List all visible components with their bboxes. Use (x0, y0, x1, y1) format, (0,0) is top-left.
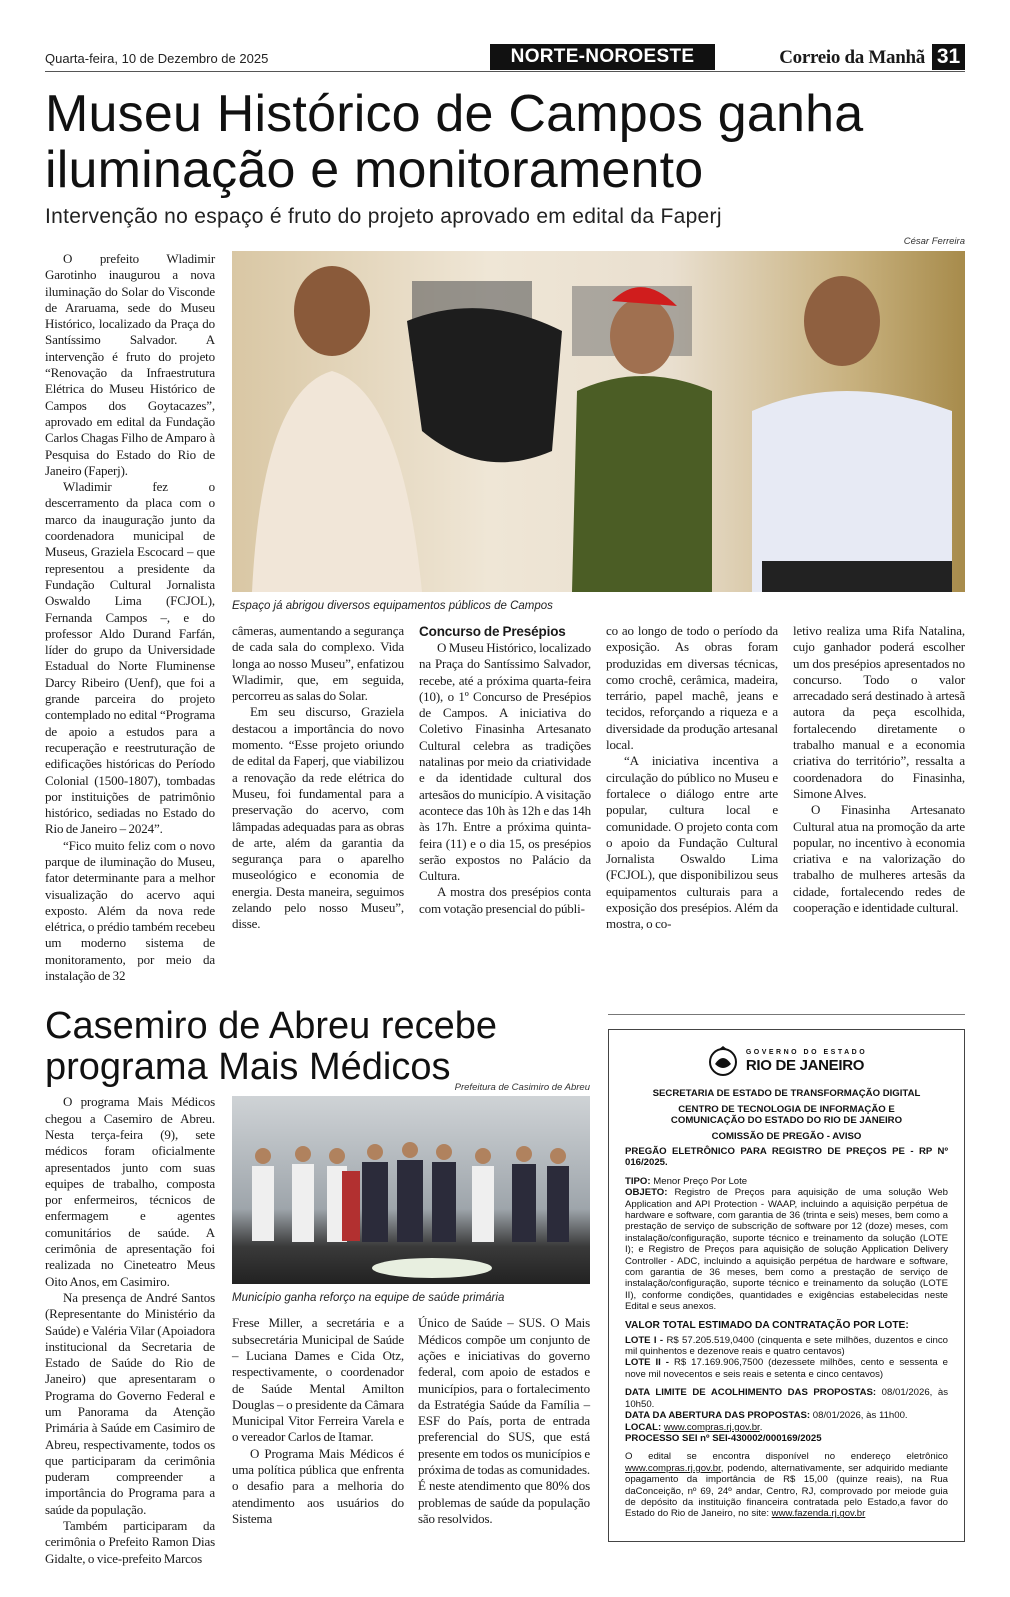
abertura-label: DATA DA ABERTURA DAS PROPOSTAS: (625, 1410, 811, 1422)
edital-text-2: , podendo, alternativamente, ser adquirido mediante opagamento da importância de R$ 15,00 (quinze reais), na Rua daConceição, nº 69, 24º andar, Centro, RJ, comprovado por meiode guia de depósito da instituição financeira contratada pelo Estado,a favor do Estado do Rio de Janeiro, no site: (625, 1462, 948, 1520)
paragraph: “A iniciativa incentiva a circulação do público no Museu e fortalece o diálogo entre arte popular, cultura local e comunidade. O projeto conta com o apoio da Fundação Cultural Jornalista Oswaldo Lima (FCJOL), que disponibilizou seus equipamentos culturais para a exposição dos presépios. Além da mostra, o co- (606, 753, 778, 932)
page-header (45, 0, 965, 72)
photo-scene (232, 1096, 590, 1284)
article1-column-1 (45, 251, 215, 984)
public-notice-box: GOVERNO DO ESTADO RIO DE JANEIRO SECRETARIA DE ESTADO DE TRANSFORMAÇÃO DIGITAL CENTRO DE TECNOLOGIA DE INFORMAÇÃO E COMUNICAÇÃO DO ESTADO DO RIO DE JANEIRO COMISSÃO DE PREGÃO - AVISO PREGÃO ELETRÔNICO PARA REGISTRO DE PREÇOS PE - RP Nº 016/2025. TIPO: Menor Preço Por Lote OBJETO: Registro de Preços para aquisição de uma solução Web Application and API Protection - WAAP, incluindo a aquisição perpétua de hardware e software, com garantia de 36 (trinta e seis) meses, bem como a prestação de serviço de subscrição de software por 12 (doze) meses, com instalação/configuração, suporte técnico e treinamento da solução (LOTE I); e Registro de Preços para aquisição de solução Application Delivery Controller - ADC, incluindo a aquisição perpétua de hardware e software, com garantia de 36 meses, bem como a prestação de serviço de instalação/configuração, suporte técnico e treinamento da solução (LOTE II), conforme condições, quantidades e exigências estabelecidas neste Edital e seus anexos. VALOR TOTAL ESTIMADO DA CONTRATAÇÃO POR LOTE: LOTE I - R$ 57.205.519,0400 (cinquenta e sete milhões, duzentos e cinco mil quinhentos e dezenove reais e quatro centavos) LOTE II - R$ 17.169.906,7500 (dezessete milhões, cento e sessenta e nove mil novecentos e seis reais e setenta e cinco centavos) DATA LIMITE DE ACOLHIMENTO DAS PROPOSTAS: 08/01/2026, às 10h50. DATA DA ABERTURA DAS PROPOSTAS: 08/01/2026, às 11h00. LOCAL: www.compras.rj.gov.br. PROCESSO SEI nº SEI-430002/000169/2025 O edital se encontra disponível no endereço eletrônico www.compras.rj.gov.br, podendo, alternativamente, ser adquirido mediante opagamento da importância de R$ 15,00 (quinze reais), na Rua daConceição, nº 69, 24º andar, Centro, RJ, comprovado por meiode guia de depósito da instituição financeira contratada pelo Estado,a favor do Estado do Rio de Janeiro, no site: www.fazenda.rj.gov.br (608, 1029, 965, 1541)
paragraph: câmeras, aumentando a segurança de cada sala do complexo. Vida longa ao nosso Museu”, enfatizou Wladimir, que, em seguida, percorreu as salas do Solar. (232, 623, 404, 704)
lote1-label: LOTE I - (625, 1334, 664, 1346)
photo2-credit: Prefeitura de Casimiro de Abreu (454, 1082, 590, 1094)
compras-link[interactable]: www.compras.rj.gov.br (663, 1421, 760, 1433)
compras-link-2[interactable]: www.compras.rj.gov.br (625, 1462, 721, 1474)
logo-top-text: GOVERNO DO ESTADO (745, 1049, 868, 1057)
paragraph: co ao longo de todo o período da exposição. As obras foram produzidas em diversas técnicas, como crochê, cerâmica, madeira, terrário, papel machê, jeans e tecidos, reforçando a riqueza e a diversidade da produção artesanal local. (606, 623, 778, 753)
local-label: LOCAL: (625, 1421, 662, 1433)
objeto-value: Registro de Preços para aquisição de uma solução Web Application and API Protection - WAAP, incluindo a aquisição perpétua de hardware e software, com garantia de 36 (trinta e seis) meses, bem como a prestação de serviço de subscrição de software por 12 (doze) meses, com instalação/configuração, suporte técnico e treinamento da solução (LOTE I); e Registro de Preços para aquisição de solução Application Delivery Controller - ADC, incluindo a aquisição perpétua de hardware e software, com garantia de 36 meses, bem como a prestação de serviço de instalação/configuração, suporte técnico e treinamento da solução (LOTE II), conforme condições, quantidades e exigências estabelecidas neste Edital e seus anexos. (625, 1187, 948, 1313)
article2-right-area (232, 1082, 590, 1567)
photo1-caption: Espaço já abrigou diversos equipamentos públicos de Campos (232, 600, 553, 612)
article1-column-4 (606, 623, 778, 933)
lote2-label: LOTE II - (625, 1357, 669, 1369)
paragraph: O Museu Histórico, localizado na Praça do Santíssimo Salvador, recebe, até a próxima quarta-feira (10), o 1º Concurso de Presépios de Campos. A iniciativa do Coletivo Finasinha Artesanato Cultural celebra as tradições natalinas por meio da criatividade e da identidade cultural dos artesãos do município. A visitação acontece das 10h às 12h e das 14h às 17h. Entre a próxima quinta-feira (11) e o dia 15, os presépios serão expostos no Palácio da Cultura. (419, 640, 591, 884)
article1-subtitle: Intervenção no espaço é fruto do projeto aprovado em edital da Faperj (45, 205, 722, 228)
photo-museum-inauguration (232, 251, 965, 592)
notice-comissao: COMISSÃO DE PREGÃO - AVISO (711, 1130, 862, 1142)
article2-column-2 (232, 1315, 404, 1527)
notice-pregao: PREGÃO ELETRÔNICO PARA REGISTRO DE PREÇOS PE - RP Nº 016/2025. (625, 1145, 948, 1169)
paragraph: O programa Mais Médicos chegou a Casemiro de Abreu. Nesta terça-feira (9), sete médicos foram oficialmente apresentados junto com suas equipes de trabalho, composta por enfermeiros, técnicos de enfermagem e agentes comunitários de saúde. A cerimônia de apresentação foi realizada no Cineteatro Meus Oito Anos, em Casimiro. (45, 1094, 215, 1289)
photo2-caption: Município ganha reforço na equipe de saúde primária (232, 1292, 505, 1305)
article2-headline: Casemiro de Abreu recebe programa Mais Médicos (45, 1005, 498, 1089)
article1-columns (232, 623, 965, 933)
article1-column-5 (793, 623, 965, 933)
article1-right-area (232, 251, 965, 933)
limite-label: DATA LIMITE DE ACOLHIMENTO DAS PROPOSTAS: (625, 1387, 877, 1399)
lote1-value: R$ 57.205.519,0400 (cinquenta e sete milhões, duzentos e cinco mil quinhentos e dezenove reais e quatro centavos) (625, 1334, 948, 1358)
article1-column-2 (232, 623, 404, 933)
photo-scene (232, 251, 965, 592)
photo1-credit: César Ferreira (903, 236, 965, 247)
paragraph: letivo realiza uma Rifa Natalina, cujo ganhador poderá escolher um dos presépios apresentados no concurso. Todo o valor arrecadado será destinado à artesã autora da peça escolhida, fortalecendo diretamente o trabalho manual e a economia criativa do território”, ressalta a coordenadora do Finasinha, Simone Alves. (793, 623, 965, 801)
section-divider (608, 1014, 965, 1015)
paragraph: O prefeito Wladimir Garotinho inaugurou a nova iluminação do Solar do Visconde de Araruama, sede do Museu Histórico, localizado da Praça do Santíssimo Salvador. A intervenção é fruto do projeto “Renovação da Infraestrutura Elétrica do Museu Histórico de Campos dos Goytacazes”, aprovado em edital da Fundação Carlos Chagas Filho de Amparo à Pesquisa do Estado do Rio de Janeiro (Faperj). (45, 251, 215, 478)
notice-column (608, 1006, 965, 1541)
objeto-label: OBJETO: (625, 1187, 668, 1199)
article1-headline: Museu Histórico de Campos ganha iluminação e monitoramento (45, 85, 864, 199)
photo-mais-medicos-group (232, 1096, 590, 1284)
paragraph: O Finasinha Artesanato Cultural atua na promoção da arte popular, no incentivo à economia criativa e na valorização do trabalho de mulheres artesãs da cidade, fortalecendo redes de cooperação e identidade cultural. (793, 802, 965, 916)
article2-columns (232, 1315, 590, 1527)
paragraph: Frese Miller, a secretária e a subsecretária Municipal de Saúde – Luciana Dames e Cida Otz, respectivamente, o coordenador de Saúde Mental Amilton Douglas – o presidente da Câmara Municipal Vitor Ferreira Varela e o vereador Carlos de Itamar. (232, 1315, 404, 1445)
processo-number: PROCESSO SEI nº SEI-430002/000169/2025 (625, 1432, 822, 1444)
lower-section (45, 1006, 965, 1567)
paragraph: “Fico muito feliz com o novo parque de iluminação do Museu, fator determinante para a melhor visualização do acervo aqui exposto. Além da nova rede elétrica, o prédio também recebeu um moderno sistema de monitoramento, por meio da instalação de 32 (45, 837, 215, 984)
article2-body (45, 1082, 590, 1567)
limite-value: 08/01/2026, às 10h50. (625, 1387, 948, 1410)
tipo-value: Menor Preço Por Lote (653, 1175, 748, 1187)
valor-title: VALOR TOTAL ESTIMADO DA CONTRATAÇÃO POR LOTE: (625, 1319, 909, 1331)
paragraph: Wladimir fez o descerramento da placa com o marco da inauguração junto da coordenadora municipal de Museus, Graziela Escocard – que representou a presidente da Fundação Cultural Jornalista Oswaldo Lima (FCJOL), Fernanda Campos –, e do professor Aldo Durand Farfán, líder do grupo da Universidade Estadual do Norte Fluminense Darcy Ribeiro (Uenf), que foi a grande parceira do projeto contemplado no edital “Programa de apoio a estudos para a recuperação e reestruturação de edificações históricas do Período Colonial (1500-1807), tombadas por instituições de patrimônio histórico, sediadas no Estado do Rio de Janeiro – 2024”. (45, 479, 215, 837)
article2-column-1 (45, 1094, 215, 1567)
subheading: Concurso de Presépios (419, 624, 566, 639)
article1-body (45, 251, 965, 984)
rj-government-logo (625, 1044, 948, 1078)
article2-column-3 (418, 1315, 590, 1527)
tipo-label: TIPO: (625, 1175, 651, 1187)
edital-text-1: O edital se encontra disponível no endereço eletrônico (625, 1451, 948, 1463)
logo-bottom-text: RIO DE JANEIRO (745, 1057, 865, 1075)
fazenda-link[interactable]: www.fazenda.rj.gov.br (771, 1508, 866, 1520)
paragraph: Também participaram da cerimônia o Prefeito Ramon Dias Gidalte, o vice-prefeito Marcos (45, 1518, 215, 1566)
paragraph: Em seu discurso, Graziela destacou a importância do novo momento. “Esse projeto oriundo de edital da Faperj, que viabilizou a renovação da rede elétrica do Museu, foi fundamental para a preservação do acervo, com lâmpadas adequadas para as obras de arte, além da garantia da segurança para o aparelho museológico e economia de energia. Desta maneira, seguimos zelando pelo nosso Museu”, disse. (232, 704, 404, 932)
section-label: NORTE-NOROESTE (490, 44, 715, 70)
state-coat-of-arms-icon (706, 1044, 740, 1078)
paragraph: A mostra dos presépios conta com votação presencial do públi- (419, 884, 591, 916)
paragraph: O Programa Mais Médicos é uma política pública que enfrenta o desafio para a melhoria do atendimento aos usuários do Sistema (232, 1445, 404, 1526)
article2 (45, 1006, 590, 1567)
article1-column-3 (419, 623, 591, 933)
lote2-value: R$ 17.169.906,7500 (dezessete milhões, cento e sessenta e nove mil novecentos e seis reais e setenta e cinco centavos) (625, 1357, 949, 1380)
notice-secretaria: SECRETARIA DE ESTADO DE TRANSFORMAÇÃO DIGITAL (652, 1088, 921, 1100)
page-number: 31 (932, 44, 965, 70)
newspaper-name: Correio da Manhã (779, 47, 925, 68)
paragraph: Na presença de André Santos (Representante do Ministério da Saúde) e Valéria Vilar (Apoiadora institucional da Secretaria de Estado de Saúde do Rio de Janeiro) que apresentaram o Programa do Governo Federal e um Panorama da Atenção Primária à Saúde em Casimiro de Abreu, respectivamente, todos os que participaram da cerimônia puderam compreender a importância do Programa para a saúde da população. (45, 1289, 215, 1517)
issue-date: Quarta-feira, 10 de Dezembro de 2025 (45, 51, 269, 66)
notice-centro: CENTRO DE TECNOLOGIA DE INFORMAÇÃO E COMUNICAÇÃO DO ESTADO DO RIO DE JANEIRO (670, 1103, 903, 1127)
paragraph: Único de Saúde – SUS. O Mais Médicos compõe um conjunto de ações e iniciativas do governo federal, com apoio de estados e municípios, para o fortalecimento da Estratégia Saúde da Família – ESF do País, porta de entrada preferencial do SUS, que está presente em todos os municípios e próxima de todas as comunidades. É neste atendimento que 80% dos problemas de saúde da população são resolvidos. (418, 1315, 590, 1526)
abertura-value: 08/01/2026, às 11h00. (812, 1410, 908, 1422)
